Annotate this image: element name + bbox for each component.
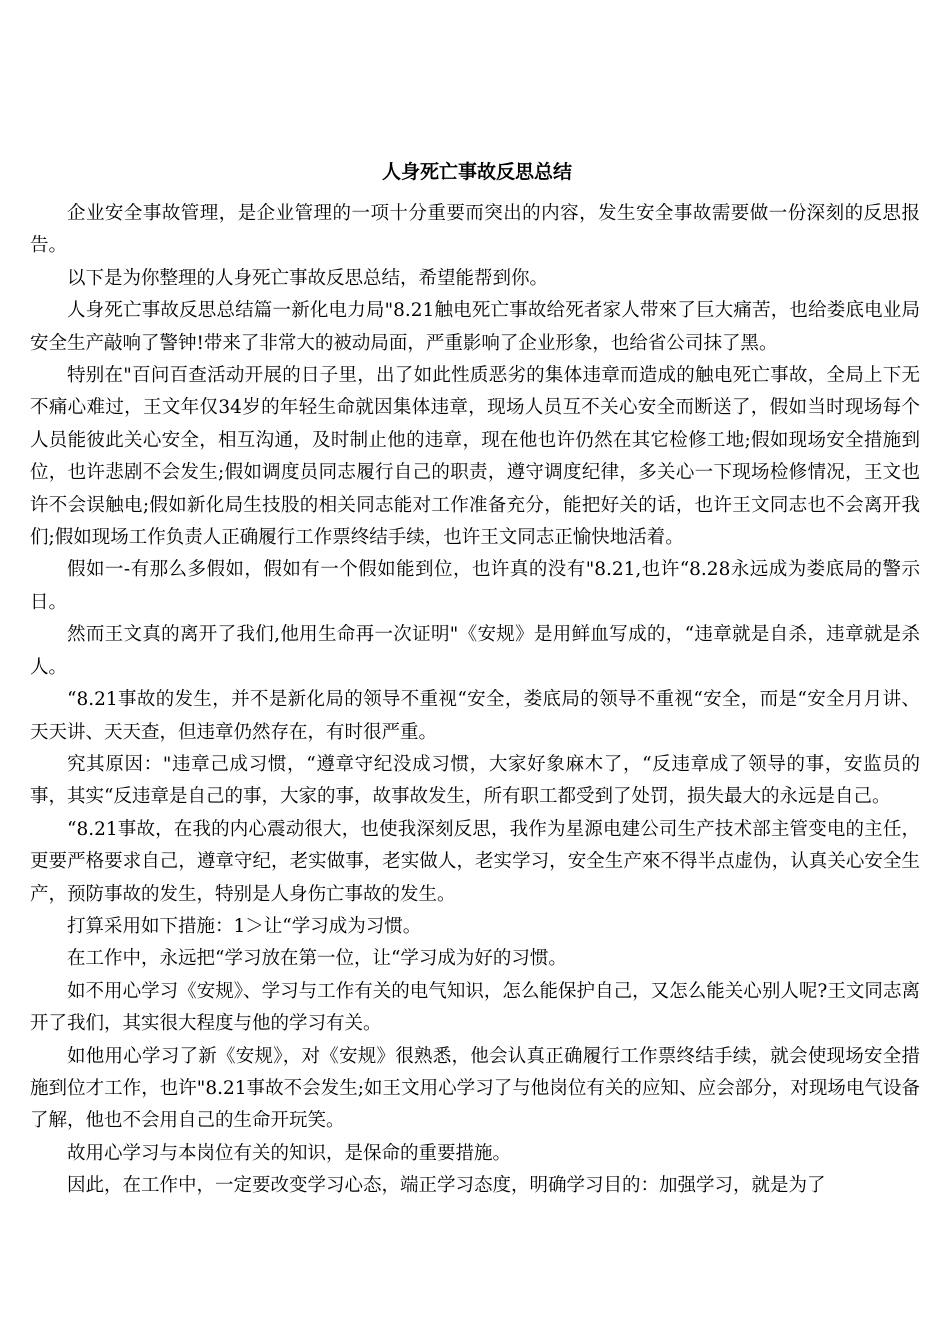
paragraph-8: 究其原因："违章己成习惯，“遵章守纪没成习惯，大家好象麻木了，“反违章成了领导的事，安监员的事，其实“反违章是自己的事，大家的事，故事故发生，所有职工都受到了处罚，损失最大的永远是自己。	[30, 753, 920, 808]
paragraph-12: 如不用心学习《安规》、学习与工作有关的电气知识，怎么能保护自己，又怎么能关心别人呢?王文同志离开了我们，其实很大程度与他的学习有关。	[30, 980, 920, 1035]
paragraph-4: 特别在"百问百查活动开展的日子里，出了如此性质恶劣的集体违章而造成的触电死亡事故，全局上下无不痛心难过，王文年仅34岁的年轻生命就因集体违章，现场人员互不关心安全而断送了，假如当时现场每个人员能彼此关心安全，相互沟通，及时制止他的违章，现在他也许仍然在其它检修工地;假如现场安全措施到位，也许悲剧不会发生;假如调度员同志履行自己的职责，遵守调度纪律，多关心一下现场检修情况，王文也许不会误触电;假如新化局生技股的相关同志能对工作准备充分，能把好关的话，也许王文同志也不会离开我们;假如现场工作负责人正确履行工作票终结手续，也许王文同志正愉快地活着。	[30, 365, 920, 549]
paragraph-6: 然而王文真的离开了我们,他用生命再一次证明"《安规》是用鲜血写成的，“违章就是自杀，违章就是杀人。	[30, 624, 920, 678]
paragraph-10: 打算采用如下措施：1＞让“学习成为习惯。	[67, 915, 422, 937]
paragraph-11: 在工作中，永远把“学习放在第一位，让“学习成为好的习惯。	[67, 948, 567, 970]
paragraph-14: 故用心学习与本岗位有关的知识，是保命的重要措施。	[67, 1142, 512, 1164]
paragraph-9: “8.21事故，在我的内心震动很大，也使我深刻反思，我作为星源电建公司生产技术部主管变电的主任，更要严格要求自己，遵章守纪，老实做事，老实做人，老实学习，安全生产來不得半点虚伪，认真关心安全生产，预防事故的发生，特别是人身伤亡事故的发生。	[30, 818, 920, 905]
paragraph-13: 如他用心学习了新《安规》，对《安规》很熟悉，他会认真正确履行工作票终结手续，就会使现场安全措施到位才工作，也许"8.21事故不会发生;如王文用心学习了与他岗位有关的应知、应会部分，对现场电气设备了解，他也不会用自己的生命开玩笑。	[30, 1045, 920, 1132]
paragraph-15: 因此，在工作中，一定要改变学习心态，端正学习态度，明确学习目的：加强学习，就是为了	[67, 1175, 826, 1197]
paragraph-5: 假如一-有那么多假如，假如有一个假如能到位，也许真的没有"8.21,也许“8.28永远成为娄底局的警示日。	[30, 559, 920, 613]
paragraph-7: “8.21事故的发生，并不是新化局的领导不重视“安全，娄底局的领导不重视“安全，而是“安全月月讲、天天讲、天天查，但违章仍然存在，有时很严重。	[30, 689, 920, 743]
paragraph-3: 人身死亡事故反思总结篇一新化电力局"8.21触电死亡事故给死者家人带來了巨大痛苦，也给娄底电业局安全生产敲响了警钟!带来了非常大的被动局面，严重影响了企业形象，也给省公司抹了黑。	[30, 300, 920, 354]
paragraph-1: 企业安全事故管理，是企业管理的一项十分重要而突出的内容，发生安全事故需要做一份深刻的反思报告。	[30, 203, 920, 257]
document-title: 人身死亡事故反思总结	[381, 161, 572, 183]
document-page	[30, 160, 920, 1203]
paragraph-2: 以下是为你整理的人身死亡事故反思总结，希望能帮到你。	[67, 267, 549, 289]
